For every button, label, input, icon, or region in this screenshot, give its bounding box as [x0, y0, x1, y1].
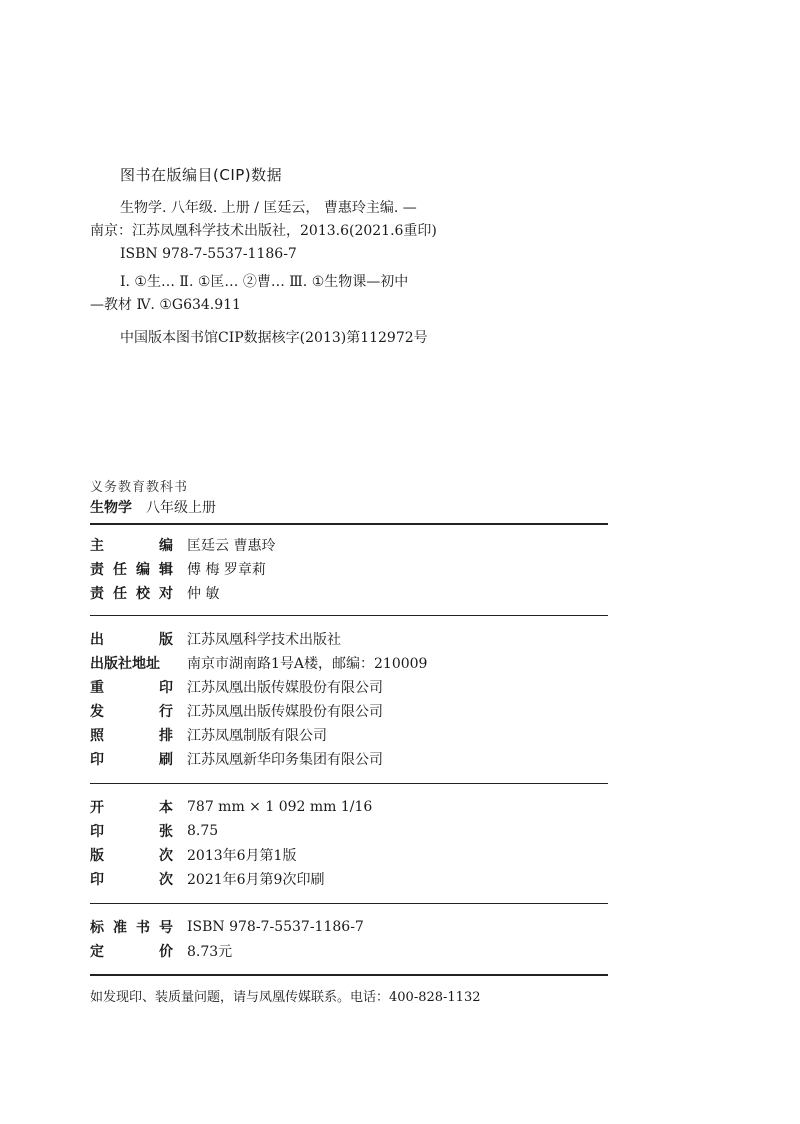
- info-label-char: 辑: [159, 562, 173, 578]
- info-label-char: 本: [159, 800, 173, 816]
- book-title-main: 生物学: [90, 500, 132, 516]
- info-row: [90, 915, 608, 939]
- info-value: 匡廷云 曹惠玲: [187, 538, 276, 554]
- info-label-char: 责: [90, 586, 104, 602]
- info-value: 2021年6月第9次印刷: [187, 872, 325, 888]
- info-row: [90, 675, 608, 699]
- info-label-char: 刷: [159, 752, 173, 768]
- info-label: [90, 941, 173, 961]
- info-row: [90, 557, 608, 581]
- info-label-char: 任: [113, 562, 127, 578]
- footer-note: 如发现印、装质量问题，请与凤凰传媒联系。电话：400-828-1132: [90, 990, 481, 1005]
- info-row: [90, 533, 608, 557]
- divider: [90, 783, 608, 784]
- info-label-char: 准: [113, 920, 127, 936]
- info-label-char: 版: [159, 632, 173, 648]
- cip-entry-line: ISBN 978-7-5537-1186-7: [120, 246, 297, 262]
- info-value: 南京市湖南路1号A楼，邮编：210009: [187, 656, 428, 672]
- info-label: [90, 749, 173, 769]
- info-label-char: 号: [159, 920, 173, 936]
- cip-entry-line: 生物学. 八年级. 上册 / 匡廷云， 曹惠玲主编. —: [120, 200, 417, 216]
- info-label-char: 标: [90, 920, 104, 936]
- info-row: [90, 699, 608, 723]
- editors-section: [90, 533, 608, 605]
- series-name: 义务教育教科书: [90, 480, 189, 495]
- info-value: 江苏凤凰出版传媒股份有限公司: [187, 704, 383, 720]
- info-label: [90, 535, 173, 555]
- info-label-char: 排: [159, 728, 173, 744]
- info-row: [90, 627, 608, 651]
- divider: [90, 903, 608, 904]
- info-value: 江苏凤凰制版有限公司: [187, 728, 327, 744]
- book-title-sub: 八年级上册: [146, 500, 216, 516]
- info-label-char: 张: [159, 824, 173, 840]
- format-section: [90, 795, 608, 891]
- info-label-char: 责: [90, 562, 104, 578]
- info-row: [90, 795, 608, 819]
- info-label-char: 编: [159, 538, 173, 554]
- cip-subject-line: Ⅰ. ①生… Ⅱ. ①匡… ②曹… Ⅲ. ①生物课—初中: [120, 274, 409, 290]
- info-label-char: 重: [90, 680, 104, 696]
- cip-record: [90, 327, 510, 350]
- info-row: [90, 939, 608, 963]
- info-value: 787 mm × 1 092 mm 1/16: [187, 799, 373, 815]
- info-value: 傅 梅 罗章莉: [187, 562, 266, 578]
- info-label: [90, 917, 173, 937]
- cip-subject: [90, 271, 510, 317]
- cip-heading: 图书在版编目(CIP)数据: [120, 166, 283, 184]
- info-row: [90, 581, 608, 605]
- info-label-char: 编: [136, 562, 150, 578]
- info-label-char: 印: [90, 824, 104, 840]
- cip-entry-line: 南京：江苏凤凰科学技术出版社，2013.6(2021.6重印): [90, 223, 437, 239]
- pricing-section: [90, 915, 608, 963]
- info-label-char: 照: [90, 728, 104, 744]
- info-label: [90, 583, 173, 603]
- info-label-char: 任: [113, 586, 127, 602]
- info-label-char: 出版社地址: [90, 656, 160, 672]
- info-label-char: 书: [136, 920, 150, 936]
- info-label-char: 印: [90, 752, 104, 768]
- info-label-char: 校: [136, 586, 150, 602]
- info-label-char: 主: [90, 538, 104, 554]
- cip-record-line: 中国版本图书馆CIP数据核字(2013)第112972号: [120, 330, 428, 346]
- info-label: [90, 629, 173, 649]
- info-label-char: 印: [90, 872, 104, 888]
- info-row: [90, 747, 608, 771]
- info-value: 8.75: [187, 823, 219, 839]
- info-value: 2013年6月第1版: [187, 848, 297, 864]
- info-value: 江苏凤凰新华印务集团有限公司: [187, 752, 383, 768]
- info-label: [90, 797, 173, 817]
- divider: [90, 974, 608, 976]
- info-label-char: 开: [90, 800, 104, 816]
- info-label-char: 定: [90, 944, 104, 960]
- info-row: [90, 867, 608, 891]
- info-label-char: 发: [90, 704, 104, 720]
- info-label: [90, 821, 173, 841]
- cip-subject-line: —教材 Ⅳ. ①G634.911: [90, 297, 241, 313]
- info-label-char: 次: [159, 872, 173, 888]
- info-row: [90, 651, 608, 675]
- info-label: [90, 559, 173, 579]
- info-label-char: 版: [90, 848, 104, 864]
- divider: [90, 523, 608, 525]
- info-value: ISBN 978-7-5537-1186-7: [187, 919, 364, 935]
- info-label: [90, 701, 173, 721]
- info-label-char: 次: [159, 848, 173, 864]
- info-row: [90, 843, 608, 867]
- info-label-char: 行: [159, 704, 173, 720]
- info-label-char: 对: [159, 586, 173, 602]
- info-label: [90, 869, 173, 889]
- info-value: 仲 敏: [187, 586, 220, 602]
- book-title: [90, 497, 216, 517]
- cip-entry: [90, 197, 510, 266]
- info-row: [90, 723, 608, 747]
- info-value: 江苏凤凰出版传媒股份有限公司: [187, 680, 383, 696]
- info-label: [90, 653, 173, 673]
- info-value: 8.73元: [187, 944, 233, 960]
- info-label: [90, 845, 173, 865]
- info-label-char: 印: [159, 680, 173, 696]
- info-label-char: 出: [90, 632, 104, 648]
- info-label: [90, 725, 173, 745]
- info-label-char: 价: [159, 944, 173, 960]
- publishing-section: [90, 627, 608, 771]
- divider: [90, 615, 608, 616]
- info-label: [90, 677, 173, 697]
- info-value: 江苏凤凰科学技术出版社: [187, 632, 341, 648]
- info-row: [90, 819, 608, 843]
